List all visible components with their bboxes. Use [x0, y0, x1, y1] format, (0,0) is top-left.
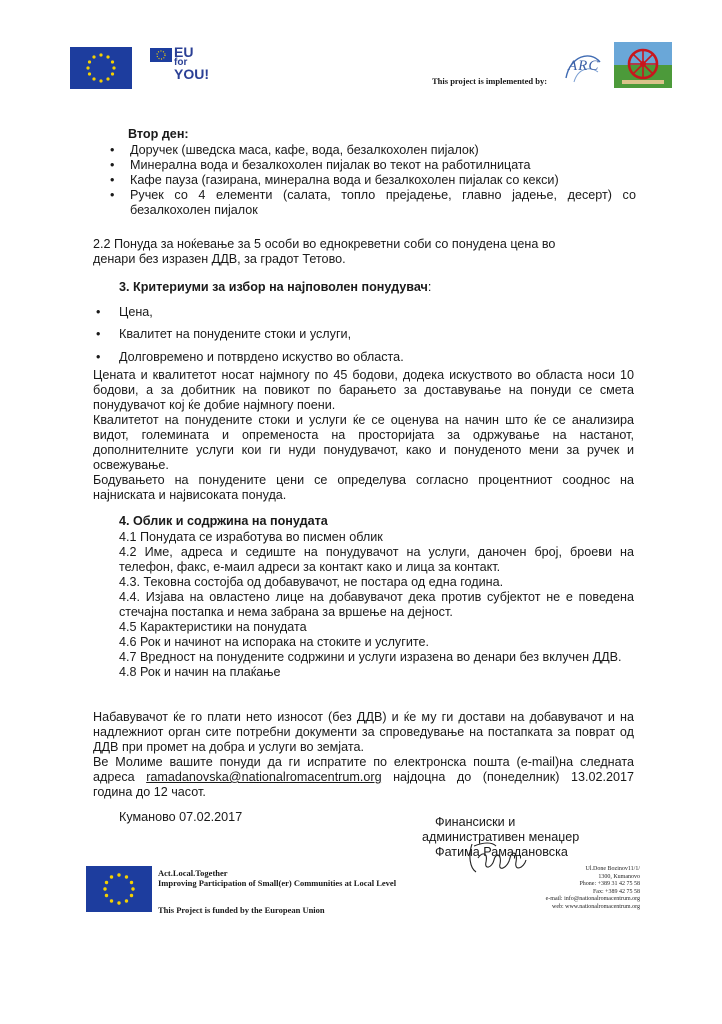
list-item: 4.6 Рок и начинот на испорака на стоките и услугите.: [119, 635, 429, 649]
section3-title: [119, 280, 431, 295]
email-link[interactable]: ramadanovska@nationalromacentrum.org: [146, 770, 382, 784]
day2-list: [106, 143, 636, 218]
signature-role-1: Финансиски и: [435, 815, 516, 829]
list-item: 4.5 Карактеристики на понудата: [119, 620, 307, 634]
logo-for: for: [174, 57, 188, 68]
section3-title-text: 3. Критериуми за избор на најповолен понудувач: [119, 280, 428, 294]
list-item: • Минерална вода и безалкохолен пијалак во текот на работилницата: [106, 158, 636, 173]
roma-wheel-logo-icon: [614, 42, 672, 88]
arc-logo: [560, 48, 606, 88]
contact-email[interactable]: e-mail: info@nationalromacentrum.org: [545, 896, 640, 902]
submission-text-2: најдоцна до (понеделник) 13.02.2017 година до 12 часот.: [93, 770, 634, 799]
section3-title-colon: :: [427, 280, 432, 294]
contact-city: 1300, Kumanovo: [598, 873, 640, 880]
header: [0, 0, 722, 110]
footer-contact: [520, 866, 640, 911]
eu-flag-icon: [70, 47, 132, 89]
logo-you: YOU!: [174, 66, 209, 82]
list-item: 4.8 Рок и начин на плаќање: [119, 665, 281, 679]
footer-project-name: Act.Local.Together: [158, 868, 228, 878]
footer-funded-by: This Project is funded by the European Union: [158, 905, 325, 915]
list-item: 4.7 Вредност на понудените содржини и услуги изразена во денари без вклучен ДДВ.: [119, 650, 622, 664]
small-flag-icon: [150, 48, 172, 62]
accommodation-line-1: 2.2 Понуда за ноќевање за 5 особи во еднокреветни соби со понудена цена во: [93, 237, 556, 251]
contact-fax: Fax: +389 42 75 58: [592, 888, 640, 895]
quality-paragraph: Квалитетот на понудените стоки и услуги ќе се оценува на начин што ќе се анализира видот, големината и опременоста на просторијата за одржување на настанот, дополнителните услуги кои ги нуди понудувачот, како и понуденото мени за ручек и освежување.: [93, 413, 634, 472]
footer-eu-flag-icon: [86, 866, 152, 912]
list-item: 4.1 Понудата се изработува во писмен облик: [119, 530, 383, 544]
logo-eu: EU: [174, 44, 194, 60]
arc-text: ARC: [568, 58, 600, 74]
list-item: • Ручек со 4 елементи (салата, топло прејадење, главно јадење, десерт) со безалкохолен пијалок: [106, 188, 636, 218]
day2-title: Втор ден:: [128, 127, 189, 141]
section4-list: [119, 530, 634, 680]
list-item: • Доручек (шведска маса, кафе, вода, безалкохолен пијалок): [106, 143, 636, 158]
payment-paragraph: Набавувачот ќе го плати нето износот (без ДДВ) и ќе му ги достави на добавувачот и на надлежниот орган сите потребни документи за спроведување на постапката за поврат од ДДВ при промет на добра и услуги во земјата.: [93, 710, 634, 754]
eu-for-you-logo: [150, 46, 220, 88]
signature-name: Фатима Рамадановска: [435, 845, 568, 859]
footer-project-subtitle: Improving Participation of Small(er) Communities at Local Level: [158, 878, 397, 888]
eu-for-you-text: [174, 46, 209, 80]
list-item: • Кафе пауза (газирана, минерална вода и безалкохолен пијалак со кекси): [106, 173, 636, 188]
price-scoring-paragraph: Бодувањето на понудените цени се определува согласно процентниот сооднос на најниската и највисоката понуда.: [93, 473, 634, 502]
contact-web[interactable]: web: www.nationalromacentrum.org: [552, 903, 640, 910]
scoring-paragraph: Цената и квалитетот носат најмногу по 45 бодови, додека искуството во областа носи 10 бодови, а за добитник на повикот по барањето за доставување на понуди се смета понудувачот кој ќе добие најмногу поени.: [93, 368, 634, 412]
submission-paragraph: [93, 755, 634, 800]
contact-address: Ul.Done Bozinov11/1/: [585, 866, 640, 872]
implemented-by-label: This project is implemented by:: [432, 76, 548, 86]
accommodation-line-2: денари без изразен ДДВ, за градот Тетово.: [93, 252, 346, 266]
contact-phone: Phone: +389 31 42 75 58: [579, 881, 640, 887]
list-item: 4.2 Име, адреса и седиште на понудувачот на услуги, даночен број, броеви на телефон, факс, е-маил адреси за контакт како и лица за контакт.: [119, 545, 634, 574]
signature-role-2: административен менаџер: [422, 830, 580, 844]
submission-text-1: Ве Молиме вашите понуди да ги испратите по електронска пошта (e-mail)на следната адреса: [93, 755, 634, 784]
section4-title: 4. Облик и содржина на понудата: [119, 514, 328, 528]
place-date: Куманово 07.02.2017: [119, 810, 243, 824]
list-item: 4.4. Изјава на овластено лице на добавувачот дека против субјектот не е поведена стечајна постапка и нема забрана за вршење на дејност.: [119, 590, 634, 619]
list-item: 4.3. Тековна состојба од добавувачот, не постара од една година.: [119, 575, 504, 589]
